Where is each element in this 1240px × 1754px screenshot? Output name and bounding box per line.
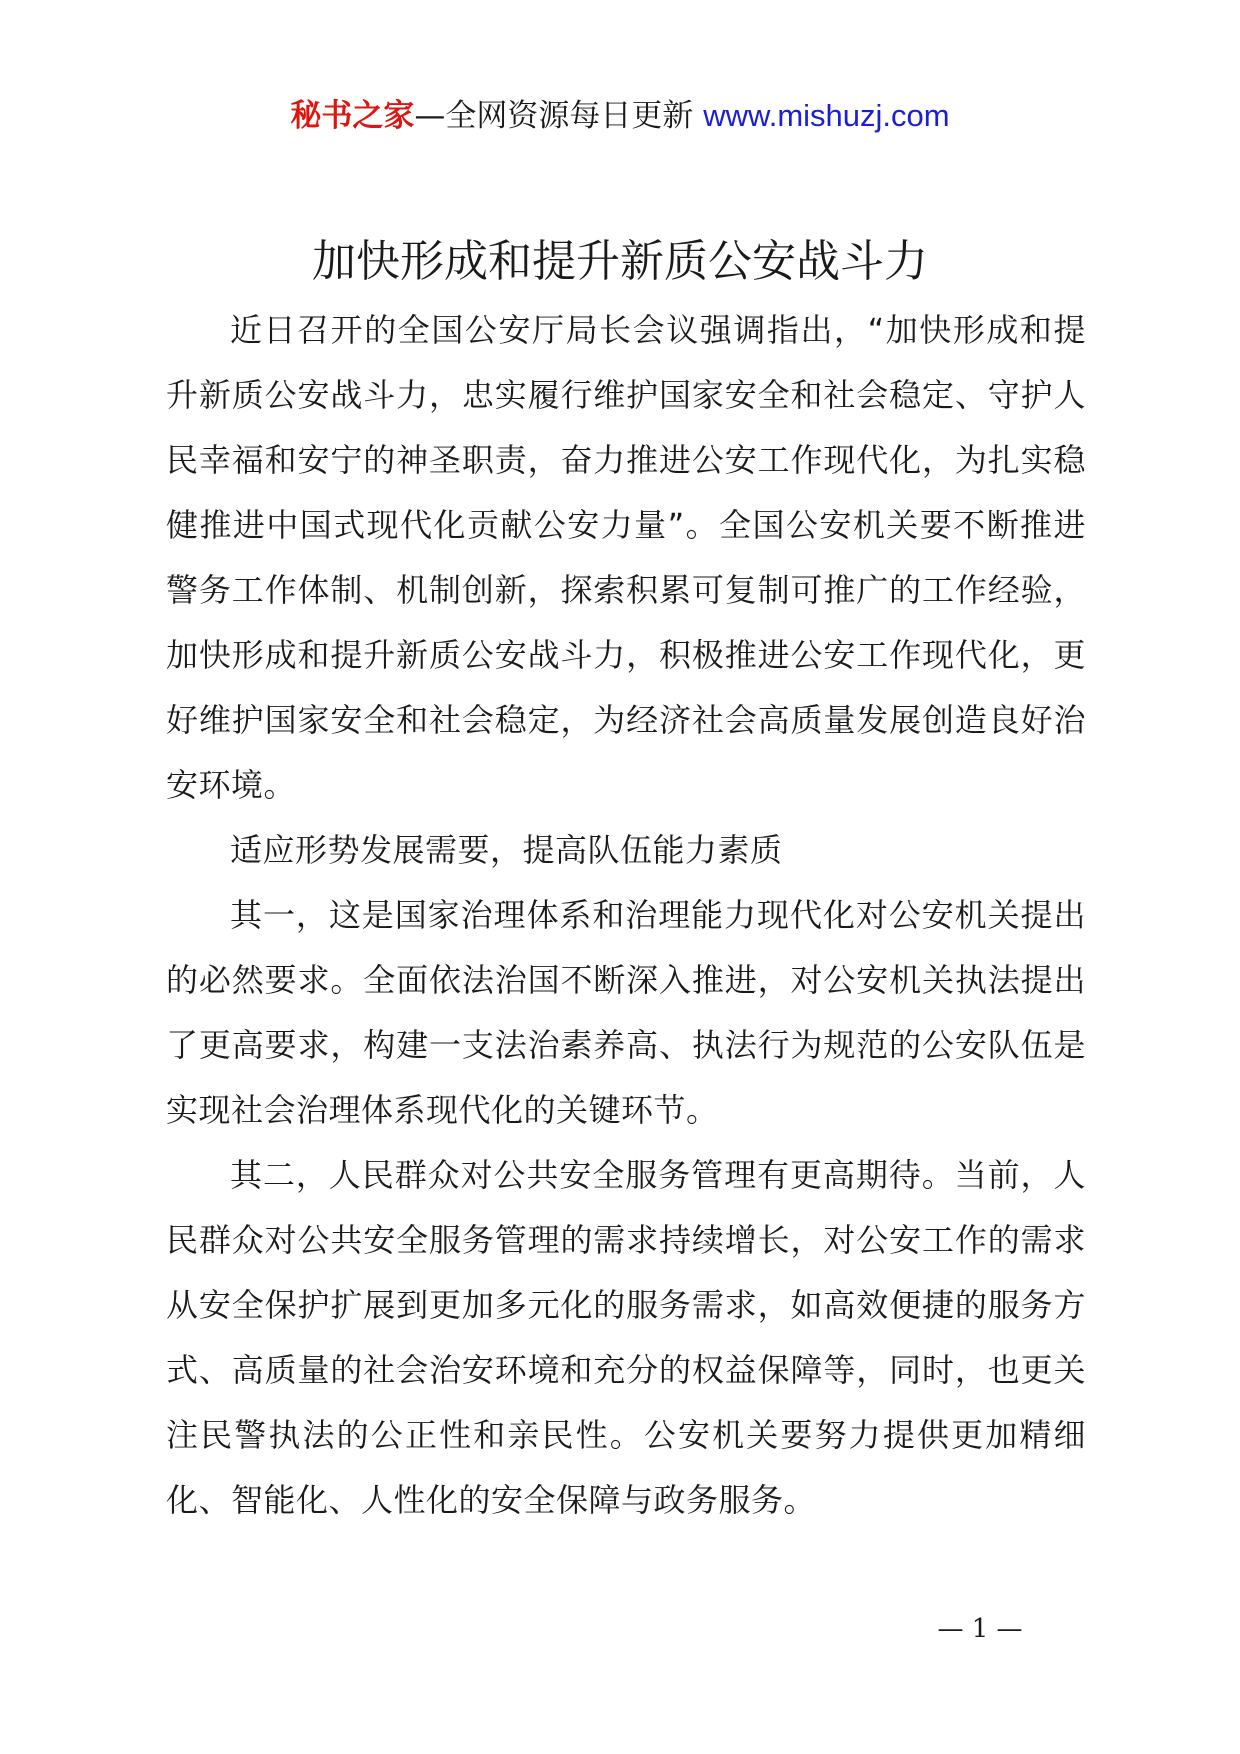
header-tagline: —全网资源每日更新 (414, 98, 694, 134)
paragraph-intro: 近日召开的全国公安厅局长会议强调指出，“加快形成和提升新质公安战斗力，忠实履行维护国家安全和社会稳定、守护人民幸福和安宁的神圣职责，奋力推进公安工作现代化，为扎实稳健推进中国式现代化贡献公安力量”。全国公安机关要不断推进警务工作体制、机制创新，探索积累可复制可推广的工作经验，加快形成和提升新质公安战斗力，积极推进公安工作现代化，更好维护国家安全和社会稳定，为经济社会高质量发展创造良好治安环境。 (166, 311, 1086, 804)
brand-name: 秘书之家 (290, 98, 415, 134)
page-number: — 1 — (937, 1614, 1023, 1644)
section-heading: 适应形势发展需要，提高队伍能力素质 (230, 831, 783, 869)
paragraph-point-two: 其二，人民群众对公共安全服务管理有更高期待。当前，人民群众对公共安全服务管理的需求持续增长，对公安工作的需求从安全保护扩展到更加多元化的服务需求，如高效便捷的服务方式、高质量的社会治安环境和充分的权益保障等，同时，也更关注民警执法的公正性和亲民性。公安机关要努力提供更加精细化、智能化、人性化的安全保障与政务服务。 (166, 1156, 1086, 1519)
paragraph-point-one: 其一，这是国家治理体系和治理能力现代化对公安机关提出的必然要求。全面依法治国不断深入推进，对公安机关执法提出了更高要求，构建一支法治素养高、执法行为规范的公安队伍是实现社会治理体系现代化的关键环节。 (166, 896, 1086, 1129)
document-title: 加快形成和提升新质公安战斗力 (312, 236, 928, 287)
website-link[interactable]: www.mishuzj.com (703, 98, 950, 133)
site-header (0, 96, 1240, 136)
document-body (166, 298, 1086, 1533)
